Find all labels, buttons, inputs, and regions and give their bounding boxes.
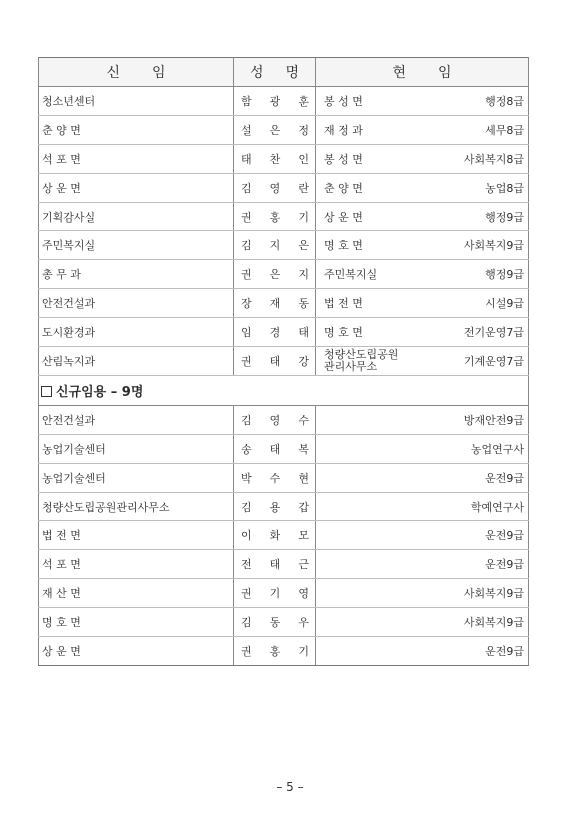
- name-char: 전: [241, 558, 252, 572]
- header-new-post: 신 임: [39, 58, 234, 87]
- name-cell: [234, 434, 316, 463]
- grade-cell: 운전9급: [446, 550, 529, 579]
- grade-cell: 사회복지9급: [446, 608, 529, 637]
- name-char: 권: [241, 354, 252, 368]
- table-row: [39, 260, 529, 289]
- current-post-cell: [316, 550, 446, 579]
- name-char: 태: [269, 442, 281, 456]
- transfers-body: [39, 87, 529, 376]
- name-cell: [234, 637, 316, 666]
- name-char: 현: [298, 471, 309, 485]
- current-post-cell: [316, 463, 446, 492]
- current-post-cell: [316, 637, 446, 666]
- name-char: 동: [298, 297, 309, 311]
- name-char: 지: [298, 268, 309, 282]
- name-char: 송: [241, 442, 252, 456]
- name-char: 권: [241, 587, 252, 601]
- name-char: 태: [269, 354, 281, 368]
- name-cell: [234, 115, 316, 144]
- table-row: [39, 405, 529, 434]
- table-row: [39, 637, 529, 666]
- name-char: 경: [269, 326, 281, 340]
- new-post-cell: 주민복지실: [39, 231, 234, 260]
- table-row: [39, 144, 529, 173]
- name-char: 태: [241, 152, 252, 166]
- name-char: 함: [241, 94, 252, 108]
- name-char: 훈: [298, 94, 309, 108]
- name-char: 수: [269, 471, 281, 485]
- name-cell: [234, 260, 316, 289]
- table-row: [39, 579, 529, 608]
- name-char: 찬: [269, 152, 281, 166]
- current-post-cell: 명 호 면: [316, 318, 446, 347]
- new-post-cell: 안전건설과: [39, 289, 234, 318]
- name-char: 광: [269, 94, 281, 108]
- name-char: 인: [298, 152, 309, 166]
- grade-cell: 행정8급: [446, 87, 529, 116]
- name-char: 정: [298, 123, 309, 137]
- name-cell: [234, 405, 316, 434]
- name-char: 홍: [269, 644, 281, 658]
- grade-cell: 전기운영7급: [446, 318, 529, 347]
- name-char: 권: [241, 210, 252, 224]
- name-char: 김: [241, 181, 252, 195]
- name-char: 지: [269, 239, 281, 253]
- grade-cell: 운전9급: [446, 463, 529, 492]
- name-char: 태: [298, 326, 309, 340]
- name-char: 권: [241, 268, 252, 282]
- name-cell: [234, 231, 316, 260]
- name-char: 영: [269, 181, 281, 195]
- name-char: 근: [298, 558, 309, 572]
- grade-cell: 사회복지9급: [446, 579, 529, 608]
- name-cell: [234, 318, 316, 347]
- name-char: 김: [241, 500, 252, 514]
- current-post-cell: [316, 434, 446, 463]
- name-cell: [234, 347, 316, 376]
- new-post-cell: 농업기술센터: [39, 434, 234, 463]
- appointment-table-container: [38, 57, 528, 666]
- table-row: [39, 289, 529, 318]
- name-char: 기: [298, 644, 309, 658]
- grade-cell: 농업연구사: [446, 434, 529, 463]
- name-char: 은: [269, 268, 281, 282]
- new-post-cell: 상 운 면: [39, 637, 234, 666]
- name-cell: [234, 144, 316, 173]
- name-cell: [234, 492, 316, 521]
- new-hires-body: [39, 405, 529, 665]
- current-post-cell: [316, 347, 446, 376]
- grade-cell: 세무8급: [446, 115, 529, 144]
- name-cell: [234, 289, 316, 318]
- new-post-cell: 명 호 면: [39, 608, 234, 637]
- table-row: [39, 87, 529, 116]
- name-char: 은: [298, 239, 309, 253]
- name-char: 영: [269, 413, 281, 427]
- table-row: [39, 173, 529, 202]
- current-post-cell: [316, 521, 446, 550]
- header-current-post: 현 임: [316, 58, 529, 87]
- table-row: [39, 463, 529, 492]
- name-char: 우: [298, 616, 309, 630]
- grade-cell: 행정9급: [446, 202, 529, 231]
- name-char: 김: [241, 239, 252, 253]
- name-char: 임: [241, 326, 252, 340]
- new-post-cell: 석 포 면: [39, 144, 234, 173]
- table-header-row: [39, 58, 529, 87]
- name-char: 수: [298, 413, 309, 427]
- new-post-cell: 청소년센터: [39, 87, 234, 116]
- table-row: [39, 550, 529, 579]
- name-cell: [234, 608, 316, 637]
- name-cell: [234, 521, 316, 550]
- name-char: 용: [269, 500, 281, 514]
- name-char: 김: [241, 413, 252, 427]
- page-number: – 5 –: [276, 780, 304, 794]
- header-name: 성 명: [234, 58, 316, 87]
- new-post-cell: 청량산도립공원관리사무소: [39, 492, 234, 521]
- grade-cell: 농업8급: [446, 173, 529, 202]
- table-row: [39, 521, 529, 550]
- table-row: [39, 231, 529, 260]
- table-row: [39, 608, 529, 637]
- grade-cell: 학예연구사: [446, 492, 529, 521]
- current-post-cell: 주민복지실: [316, 260, 446, 289]
- grade-cell: 행정9급: [446, 260, 529, 289]
- name-cell: [234, 202, 316, 231]
- name-char: 갑: [298, 500, 309, 514]
- current-post-cell: [316, 492, 446, 521]
- new-post-cell: 산림녹지과: [39, 347, 234, 376]
- name-cell: [234, 87, 316, 116]
- current-post-cell: 상 운 면: [316, 202, 446, 231]
- section-body: [39, 375, 529, 405]
- grade-cell: 사회복지9급: [446, 231, 529, 260]
- name-char: 란: [298, 181, 309, 195]
- checkbox-icon: [41, 386, 52, 397]
- table-row: [39, 492, 529, 521]
- new-post-cell: 안전건설과: [39, 405, 234, 434]
- name-char: 영: [298, 587, 309, 601]
- name-cell: [234, 463, 316, 492]
- section-label: 신규임용 – 9명: [56, 384, 144, 400]
- grade-cell: 시설9급: [446, 289, 529, 318]
- name-char: 기: [298, 210, 309, 224]
- current-post-cell: [316, 405, 446, 434]
- new-post-cell: 기획감사실: [39, 202, 234, 231]
- name-char: 모: [298, 529, 309, 543]
- new-post-cell: 상 운 면: [39, 173, 234, 202]
- table-row: [39, 202, 529, 231]
- current-post-cell: [316, 608, 446, 637]
- table-row: [39, 318, 529, 347]
- current-post-cell: 명 호 면: [316, 231, 446, 260]
- name-cell: [234, 579, 316, 608]
- name-char: 기: [269, 587, 281, 601]
- new-post-cell: 재 산 면: [39, 579, 234, 608]
- name-char: 박: [241, 471, 252, 485]
- table-row: [39, 347, 529, 376]
- new-post-cell: 총 무 과: [39, 260, 234, 289]
- current-post-cell: 재 정 과: [316, 115, 446, 144]
- name-cell: [234, 173, 316, 202]
- grade-cell: 기계운영7급: [446, 347, 529, 376]
- current-post-cell: 법 전 면: [316, 289, 446, 318]
- new-post-cell: 도시환경과: [39, 318, 234, 347]
- grade-cell: 방재안전9급: [446, 405, 529, 434]
- grade-cell: 운전9급: [446, 637, 529, 666]
- section-new-hires-row: [39, 375, 529, 405]
- table-row: [39, 434, 529, 463]
- name-char: 홍: [269, 210, 281, 224]
- current-post-cell: [316, 579, 446, 608]
- name-char: 장: [241, 297, 252, 311]
- name-char: 동: [269, 616, 281, 630]
- name-char: 화: [269, 529, 281, 543]
- new-post-cell: 석 포 면: [39, 550, 234, 579]
- current-post-text: 청량산도립공원 관리사무소: [324, 347, 399, 373]
- grade-cell: 사회복지8급: [446, 144, 529, 173]
- grade-cell: 운전9급: [446, 521, 529, 550]
- new-post-cell: 춘 양 면: [39, 115, 234, 144]
- name-char: 김: [241, 616, 252, 630]
- name-char: 권: [241, 644, 252, 658]
- name-char: 재: [269, 297, 281, 311]
- current-post-cell: 춘 양 면: [316, 173, 446, 202]
- current-post-cell: 봉 성 면: [316, 144, 446, 173]
- table-row: [39, 115, 529, 144]
- current-post-cell: 봉 성 면: [316, 87, 446, 116]
- name-char: 복: [298, 442, 309, 456]
- appointment-table: [38, 57, 529, 666]
- name-char: 이: [241, 529, 252, 543]
- name-cell: [234, 550, 316, 579]
- name-char: 태: [269, 558, 281, 572]
- new-post-cell: 농업기술센터: [39, 463, 234, 492]
- name-char: 은: [269, 123, 281, 137]
- name-char: 강: [298, 354, 309, 368]
- name-char: 설: [241, 123, 252, 137]
- new-post-cell: 법 전 면: [39, 521, 234, 550]
- section-new-hires: [39, 375, 529, 405]
